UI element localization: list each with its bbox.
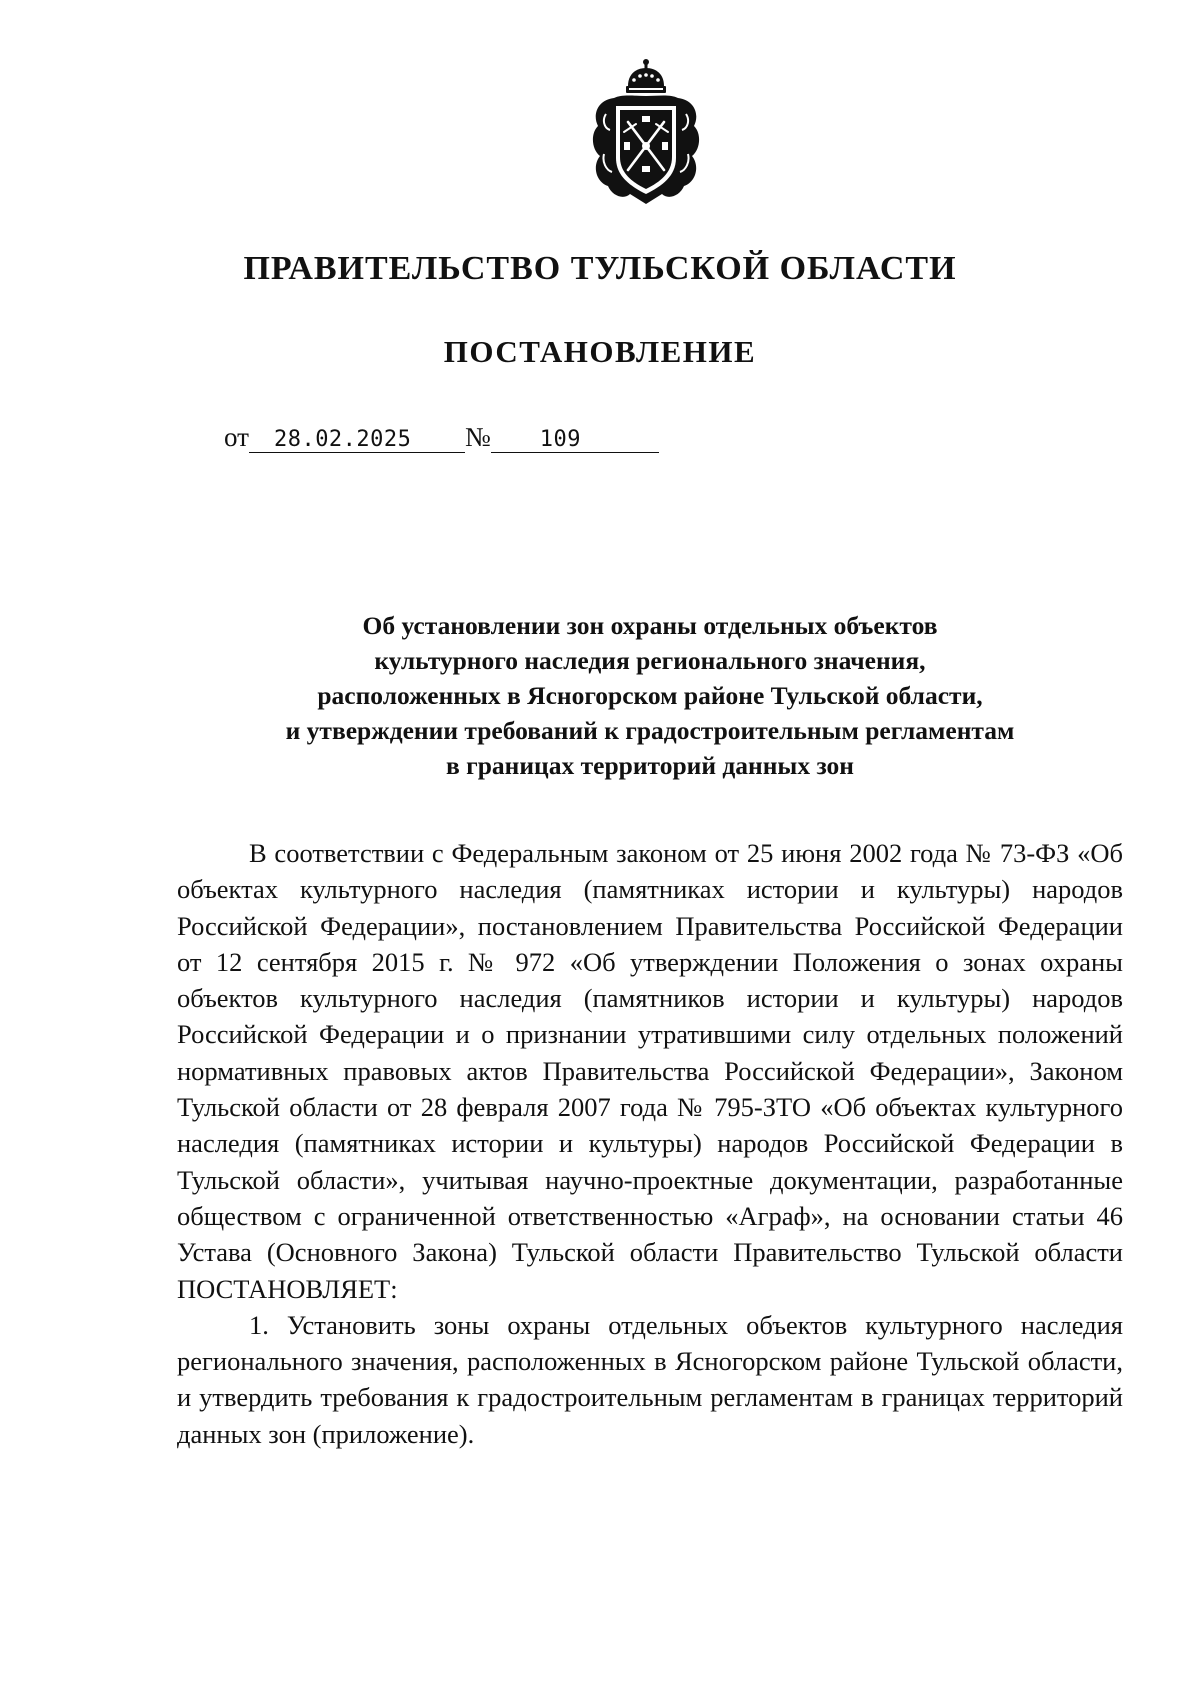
number-label: № — [464, 422, 491, 452]
subject-line: и утверждении требований к градостроительным регламентам — [285, 716, 1015, 745]
resolves-word: ПОСТАНОВЛЯЕТ: — [177, 1273, 398, 1304]
subject-line: культурного наследия регионального значения, — [374, 646, 926, 675]
resolution-item-1: 1. Установить зоны охраны отдельных объектов культурного наследия регионального значения, расположенных в Ясногорском районе Тульской области, и утвердить требования к градостроительным регламентам в границах территорий данных зон (приложение). — [177, 1309, 1123, 1449]
date-label: от — [224, 422, 249, 452]
subject-line: расположенных в Ясногорском районе Тульской области, — [317, 681, 983, 710]
document-date: 28.02.2025 — [249, 427, 465, 453]
organization-title: ПРАВИТЕЛЬСТВО ТУЛЬСКОЙ ОБЛАСТИ — [243, 250, 957, 287]
preamble-paragraph: В соответствии с Федеральным законом от 25 июня 2002 года № 73-ФЗ «Об объектах культурного наследия (памятниках истории и культуры) народов Российской Федерации», постановлением Правительства Российской Федерации от 12 сентября 2015 г. № 972 «Об утверждении Положения о зонах охраны объектов культурного наследия (памятников истории и культуры) народов Российской Федерации и о признании утратившими силу отдельных положений нормативных правовых актов Правительства Российской Федерации», Законом Тульской области от 28 февраля 2007 года № 795-ЗТО «Об объектах культурного наследия (памятниках истории и культуры) народов Российской Федерации в Тульской области», учитывая научно-проектные документации, разработанные обществом с ограниченной ответственностью «Аграф», на основании статьи 46 Устава (Основного Закона) Тульской области Правительство Тульской области — [177, 838, 1123, 1268]
subject-line: в границах территорий данных зон — [446, 751, 854, 780]
document-type-title: ПОСТАНОВЛЕНИЕ — [443, 334, 757, 369]
subject-line: Об установлении зон охраны отдельных объектов — [362, 611, 938, 640]
coat-of-arms-icon — [584, 54, 708, 216]
document-body — [177, 835, 1123, 1452]
document-number: 109 — [491, 427, 659, 453]
document-date-number-line — [224, 422, 659, 453]
document-subject — [170, 608, 1130, 783]
